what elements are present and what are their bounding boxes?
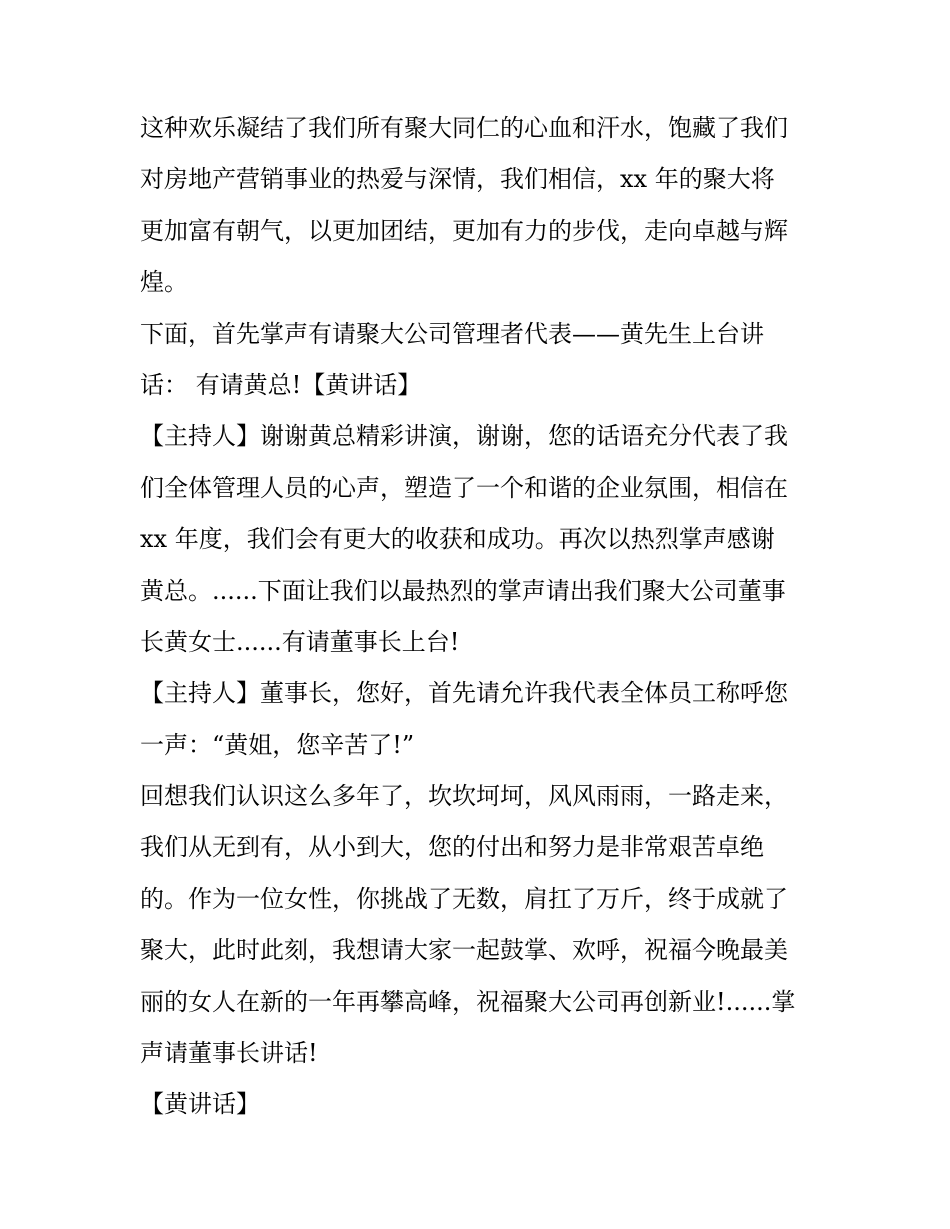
text-line: 我们从无到有，从小到大，您的付出和努力是非常艰苦卓绝 <box>140 833 764 862</box>
text-line: 长黄女士......有请董事长上台! <box>140 627 460 656</box>
text-line: 下面，首先掌声有请聚大公司管理者代表——黄先生上台讲 <box>140 319 764 348</box>
text-line: 聚大，此时此刻，我想请大家一起鼓掌、欢呼，祝福今晚最美 <box>140 936 788 965</box>
text-line: 这种欢乐凝结了我们所有聚大同仁的心血和汗水，饱藏了我们 <box>140 114 788 142</box>
text-line: 声请董事长讲话! <box>140 1039 318 1068</box>
text-line: 更加富有朝气，以更加团结，更加有力的步伐，走向卓越与辉 <box>140 216 788 245</box>
text-line: 回想我们认识这么多年了，坎坎坷坷，风风雨雨，一路走来， <box>140 782 788 811</box>
text-line: 丽的女人在新的一年再攀高峰，祝福聚大公司再创新业!......掌 <box>140 987 796 1016</box>
text-line: 的。作为一位女性，你挑战了无数，肩扛了万斤，终于成就了 <box>140 884 788 913</box>
text-line: 【主持人】董事长，您好，首先请允许我代表全体员工称呼您 <box>140 679 788 708</box>
text-line: 们全体管理人员的心声，塑造了一个和谐的企业氛围，相信在 <box>140 473 788 502</box>
text-line: 煌。 <box>140 268 188 297</box>
document-body <box>140 103 820 1131</box>
text-line: 黄总。......下面让我们以最热烈的掌声请出我们聚大公司董事 <box>140 576 786 605</box>
text-line: 【黄讲话】 <box>140 1090 260 1119</box>
text-line: xx 年度，我们会有更大的收获和成功。再次以热烈掌声感谢 <box>140 525 775 554</box>
text-line: 话： 有请黄总!【黄讲话】 <box>140 370 422 399</box>
text-line: 对房地产营销事业的热爱与深情，我们相信，xx 年的聚大将 <box>140 165 775 194</box>
text-line: 一声：“黄姐，您辛苦了!” <box>140 730 415 759</box>
text-line: 【主持人】谢谢黄总精彩讲演，谢谢，您的话语充分代表了我 <box>140 422 788 451</box>
